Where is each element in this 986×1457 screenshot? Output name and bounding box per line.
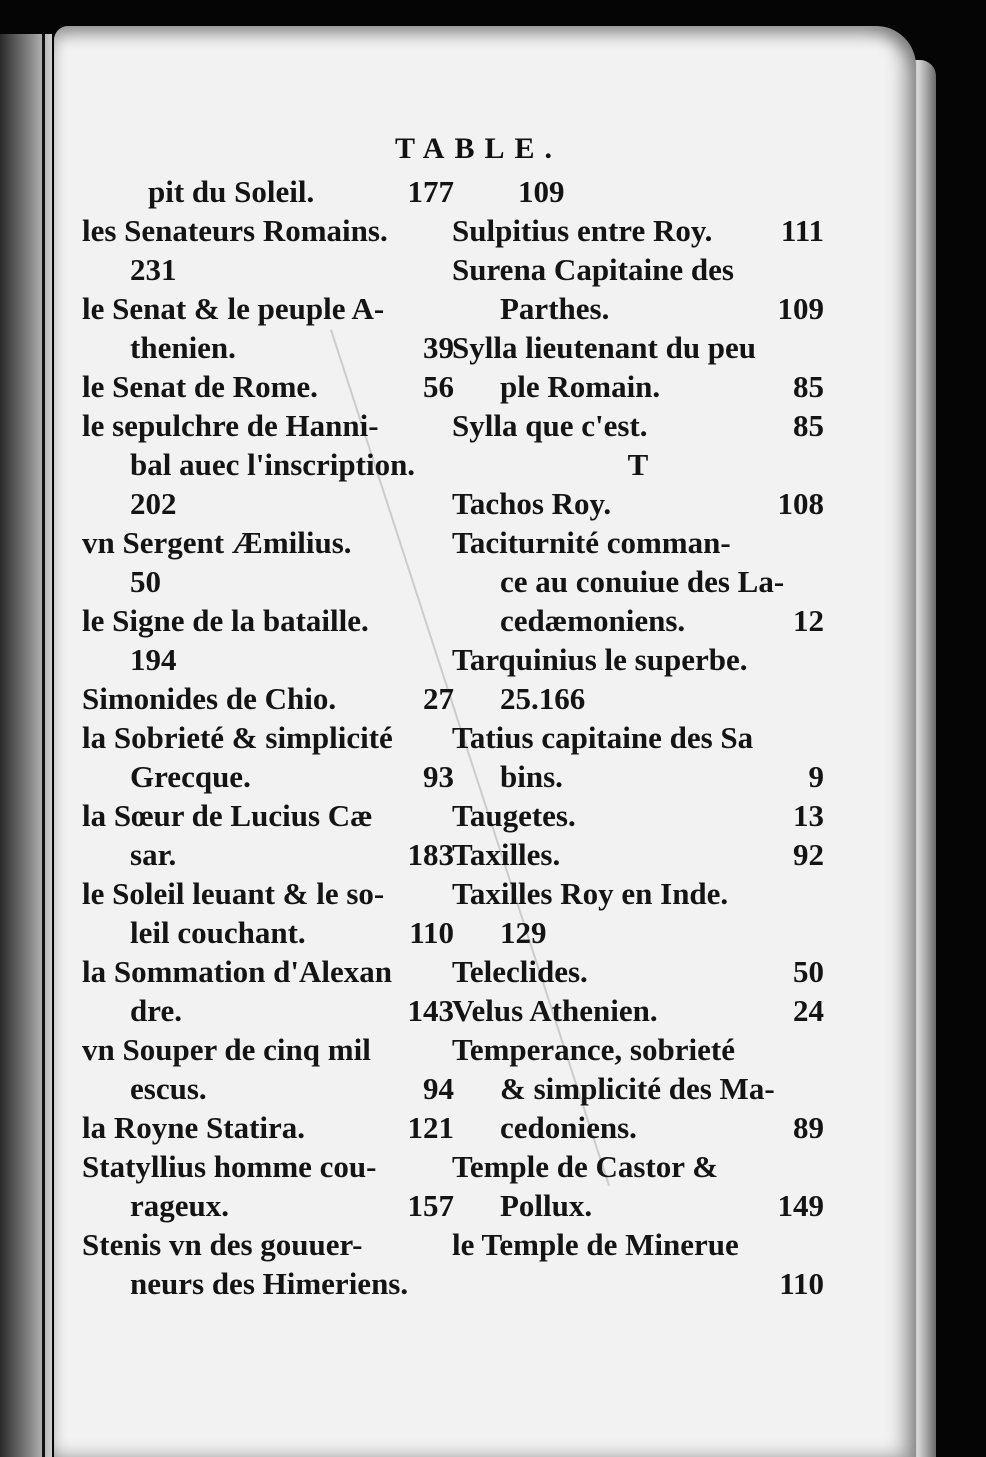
entry-text: Sulpitius entre Roy. [452, 213, 713, 248]
index-entry [452, 718, 824, 757]
index-entry [82, 484, 454, 523]
entry-text: 110 [779, 1266, 824, 1301]
entry-page-number: 56 [423, 369, 454, 404]
entry-text: Teleclides. [452, 954, 588, 989]
entry-text: Statyllius homme cou- [82, 1149, 377, 1184]
entry-text: ce au conuiue des La- [500, 564, 785, 599]
index-entry [82, 874, 454, 913]
entry-page-number: 177 [407, 174, 454, 209]
index-entry [452, 679, 824, 718]
entry-text: Grecque. [130, 759, 251, 794]
index-entry [82, 367, 454, 406]
entry-text: Taugetes. [452, 798, 576, 833]
index-entry [82, 250, 454, 289]
index-entry [82, 913, 454, 952]
entry-page-number: 109 [777, 291, 824, 326]
entry-text: 50 [130, 564, 161, 599]
index-entry [452, 1147, 824, 1186]
entry-text: les Senateurs Romains. [82, 213, 388, 248]
entry-text: Velus Athenien. [452, 993, 658, 1028]
index-entry [82, 289, 454, 328]
entry-text: la Sœur de Lucius Cæ [82, 798, 373, 833]
index-entry [82, 211, 454, 250]
entry-text: la Royne Statira. [82, 1110, 306, 1145]
index-entry [452, 601, 824, 640]
index-entry [452, 796, 824, 835]
entry-text: Sylla que c'est. [452, 408, 648, 443]
index-entry [82, 562, 454, 601]
entry-text: 202 [130, 486, 177, 521]
index-entry [452, 484, 824, 523]
entry-text: Tarquinius le superbe. [452, 642, 748, 677]
index-entry [82, 172, 454, 211]
index-entry [82, 757, 454, 796]
entry-page-number: 157 [407, 1188, 454, 1223]
entry-page-number: 9 [808, 759, 824, 794]
index-entry [452, 250, 824, 289]
index-entry [82, 952, 454, 991]
index-entry [452, 991, 824, 1030]
index-entry [82, 1264, 454, 1303]
entry-text: vn Sergent Æmilius. [82, 525, 352, 560]
entry-text: 25.166 [500, 681, 586, 716]
index-entry [452, 211, 824, 250]
index-entry [452, 913, 824, 952]
entry-text: Taciturnité comman- [452, 525, 731, 560]
index-entry [452, 1225, 824, 1264]
entry-text: leil couchant. [130, 915, 306, 950]
entry-page-number: 143 [407, 993, 454, 1028]
entry-text: Surena Capitaine des [452, 252, 734, 287]
index-entry [452, 835, 824, 874]
entry-page-number: 110 [409, 915, 454, 950]
page-header: TABLE. [395, 132, 562, 165]
entry-page-number: 111 [780, 213, 824, 248]
entry-text: le Soleil leuant & le so- [82, 876, 385, 911]
entry-text: Parthes. [500, 291, 610, 326]
index-entry [452, 1186, 824, 1225]
entry-text: rageux. [130, 1188, 230, 1223]
index-entry [82, 1108, 454, 1147]
index-entry [82, 991, 454, 1030]
entry-page-number: 24 [793, 993, 824, 1028]
entry-text: Tatius capitaine des Sa [452, 720, 754, 755]
entry-text: bal auec l'inscription. [130, 447, 416, 482]
index-entry [452, 523, 824, 562]
entry-text: vn Souper de cinq mil [82, 1032, 371, 1067]
entry-page-number: 149 [777, 1188, 824, 1223]
index-entry [82, 406, 454, 445]
entry-text: Pollux. [500, 1188, 593, 1223]
entry-text: la Sommation d'Alexan [82, 954, 393, 989]
entry-page-number: 183 [407, 837, 454, 872]
entry-text: Taxilles Roy en Inde. [452, 876, 729, 911]
entry-text: sar. [130, 837, 177, 872]
entry-page-number: 12 [793, 603, 824, 638]
entry-page-number: 121 [407, 1110, 454, 1145]
index-entry [82, 1030, 454, 1069]
index-entry [452, 1108, 824, 1147]
entry-text: T [627, 447, 649, 482]
index-entry [452, 445, 824, 484]
entry-text: Taxilles. [452, 837, 561, 872]
entry-text: cedoniens. [500, 1110, 637, 1145]
index-entry [452, 562, 824, 601]
index-entry [452, 640, 824, 679]
index-entry [452, 1264, 824, 1303]
index-entry [82, 718, 454, 757]
entry-text: Simonides de Chio. [82, 681, 337, 716]
entry-page-number: 108 [777, 486, 824, 521]
index-entry [82, 796, 454, 835]
entry-page-number: 94 [423, 1071, 454, 1106]
entry-text: & simplicité des Ma- [500, 1071, 775, 1106]
index-entry [82, 640, 454, 679]
entry-text: thenien. [130, 330, 236, 365]
entry-text: le Temple de Minerue [452, 1227, 739, 1262]
entry-page-number: 89 [793, 1110, 824, 1145]
index-entry [452, 757, 824, 796]
entry-text: 231 [130, 252, 177, 287]
index-entry [82, 1186, 454, 1225]
index-entry [452, 406, 824, 445]
entry-text: Sylla lieutenant du peu [452, 330, 757, 365]
index-entry [82, 679, 454, 718]
entry-text: le Senat de Rome. [82, 369, 318, 404]
index-column-right [452, 172, 824, 1303]
index-entry [82, 445, 454, 484]
entry-text: 194 [130, 642, 177, 677]
index-entry [82, 1069, 454, 1108]
index-entry [452, 874, 824, 913]
entry-text: le sepulchre de Hanni- [82, 408, 379, 443]
entry-text: dre. [130, 993, 182, 1028]
entry-text: le Signe de la bataille. [82, 603, 369, 638]
entry-page-number: 50 [793, 954, 824, 989]
entry-text: cedæmoniens. [500, 603, 686, 638]
index-column-left [82, 172, 454, 1303]
index-entry [452, 289, 824, 328]
entry-text: ple Romain. [500, 369, 661, 404]
index-entry [452, 1030, 824, 1069]
entry-text: Temple de Castor & [452, 1149, 719, 1184]
binding-line [42, 34, 45, 1457]
entry-text: escus. [130, 1071, 207, 1106]
index-entry [452, 367, 824, 406]
entry-text: neurs des Himeriens. [130, 1266, 409, 1301]
entry-text: pit du Soleil. [148, 174, 315, 209]
entry-page-number: 13 [793, 798, 824, 833]
entry-text: bins. [500, 759, 563, 794]
entry-text: Temperance, sobrieté [452, 1032, 735, 1067]
index-entry [82, 328, 454, 367]
index-entry [82, 601, 454, 640]
entry-page-number: 27 [423, 681, 454, 716]
index-entry [82, 1225, 454, 1264]
entry-text: la Sobrieté & simplicité [82, 720, 393, 755]
entry-text: le Senat & le peuple A- [82, 291, 385, 326]
entry-page-number: 85 [793, 369, 824, 404]
entry-page-number: 85 [793, 408, 824, 443]
index-entry [82, 1147, 454, 1186]
entry-text: Stenis vn des gouuer- [82, 1227, 363, 1262]
entry-page-number: 92 [793, 837, 824, 872]
index-entry [82, 523, 454, 562]
index-entry [452, 1069, 824, 1108]
entry-text: 109 [518, 174, 565, 209]
index-entry [452, 952, 824, 991]
entry-page-number: 93 [423, 759, 454, 794]
entry-text: 129 [500, 915, 547, 950]
entry-text: Tachos Roy. [452, 486, 612, 521]
index-entry [82, 835, 454, 874]
index-entry [452, 328, 824, 367]
entry-page-number: 39 [423, 330, 454, 365]
index-entry [452, 172, 824, 211]
